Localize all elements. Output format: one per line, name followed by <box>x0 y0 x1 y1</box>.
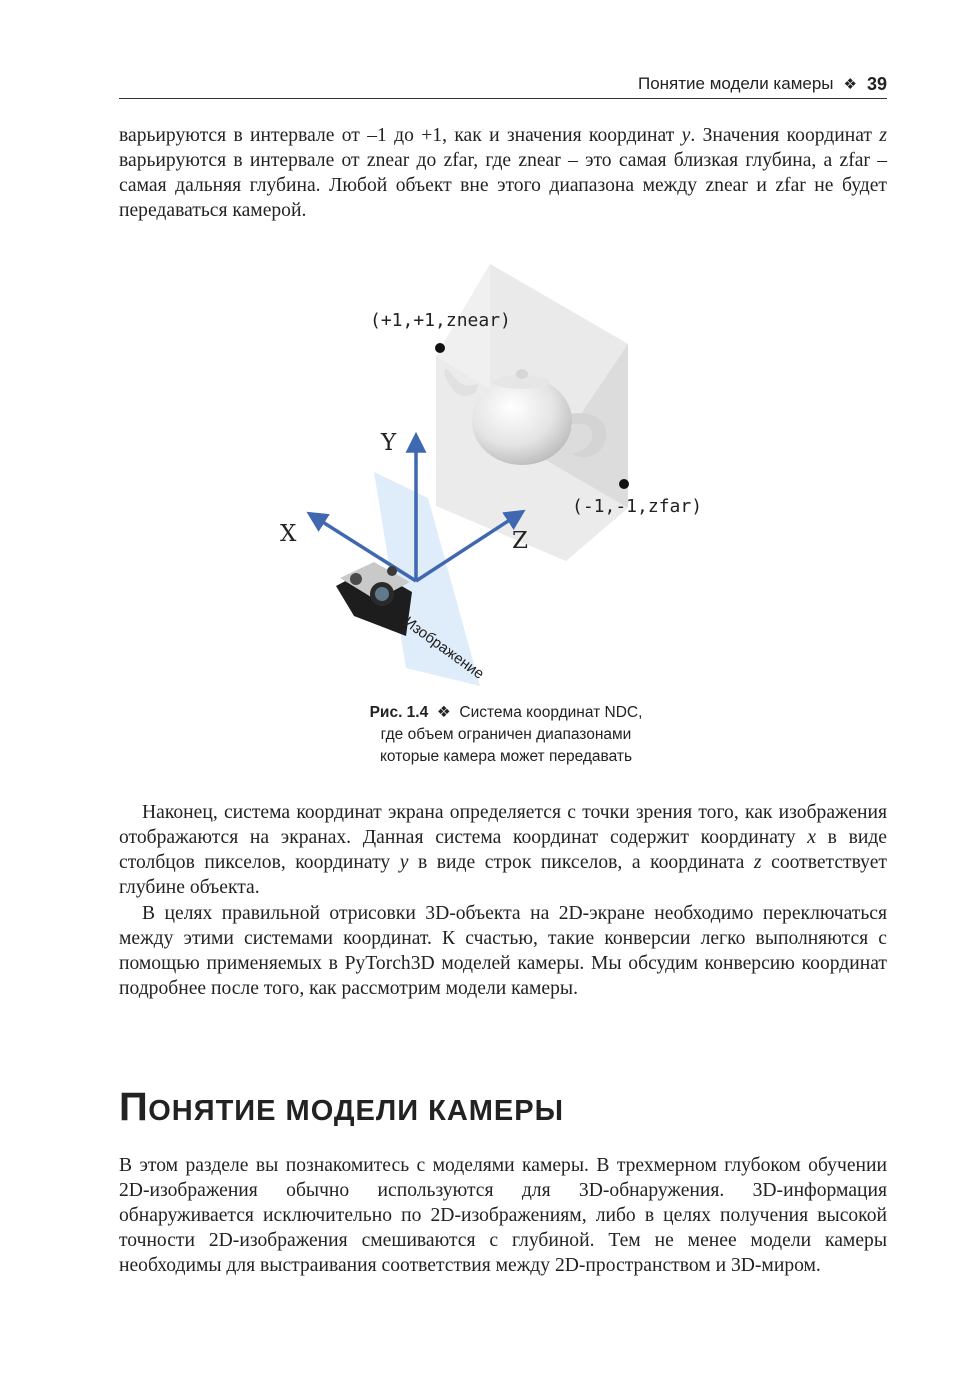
paragraph-conversion: В целях правильной отрисовки 3D-объекта на 2D-экране необходимо переключаться между этими системами координат. К счастью, такие конверсии легко выполняются с помощью применяемых в PyTorch3D моделей камеры. Мы обсудим конверсию координат подробнее после того, как рассмотрим модели камеры. <box>119 903 887 999</box>
paragraph-camera-models-intro: В этом разделе вы познакомитесь с моделями камеры. В трехмерном глубоком обучении 2D-изображения обычно используются для 3D-обнаружения. 3D-информация обнаруживается исключительно по 2D-изображениям, либо в целях получения высокой точности 2D-изображения смешиваются с глубиной. Тем не менее модели камеры необходимы для выстраивания соответствия между 2D-пространством и 3D-миром. <box>119 1155 887 1276</box>
ndc-diagram <box>270 256 740 696</box>
page-number: 39 <box>866 73 887 94</box>
corner-point-near <box>435 343 445 353</box>
figure-ndc <box>270 256 740 696</box>
paragraph-ndc-range: варьируются в интервале от –1 до +1, как и значения координат y. Значения координат z варьируются в интервале от znear до zfar, где znear – это самая близкая глубина, а zfar – самая дальняя глубина. Любой объект вне этого диапазона между znear и zfar не будет передаваться камерой. <box>119 125 887 221</box>
axis-label-y: Y <box>381 430 397 456</box>
running-header-title: Понятие модели камеры <box>637 74 834 93</box>
corner-label-far: (-1,-1,zfar) <box>572 496 703 517</box>
section-heading: ПОНЯТИЕ МОДЕЛИ КАМЕРЫ <box>119 1085 565 1129</box>
caption-label: Рис. 1.4 <box>369 704 429 721</box>
caption-separator-icon: ❖ <box>436 704 451 721</box>
axis-label-z: Z <box>512 528 528 554</box>
diamond-separator-icon: ❖ <box>843 76 857 93</box>
caption-line-3: которые камера может передавать <box>379 748 633 765</box>
running-header <box>119 70 887 99</box>
figure-caption <box>300 702 712 768</box>
caption-line-1: Система координат NDC, <box>459 704 643 721</box>
caption-line-2: где объем ограничен диапазонами <box>380 726 632 743</box>
axis-label-x: X <box>280 521 297 547</box>
paragraph-screen-coordinates: Наконец, система координат экрана определяется с точки зрения того, как изображения отображаются на экранах. Данная система координат содержит координату x в виде столбцов пикселов, координату y в виде строк пикселов, а координата z соответствует глубине объекта. <box>119 802 887 898</box>
corner-point-far <box>619 479 629 489</box>
image-plane-label: Изображение <box>400 613 488 683</box>
corner-label-near: (+1,+1,znear) <box>370 310 511 331</box>
